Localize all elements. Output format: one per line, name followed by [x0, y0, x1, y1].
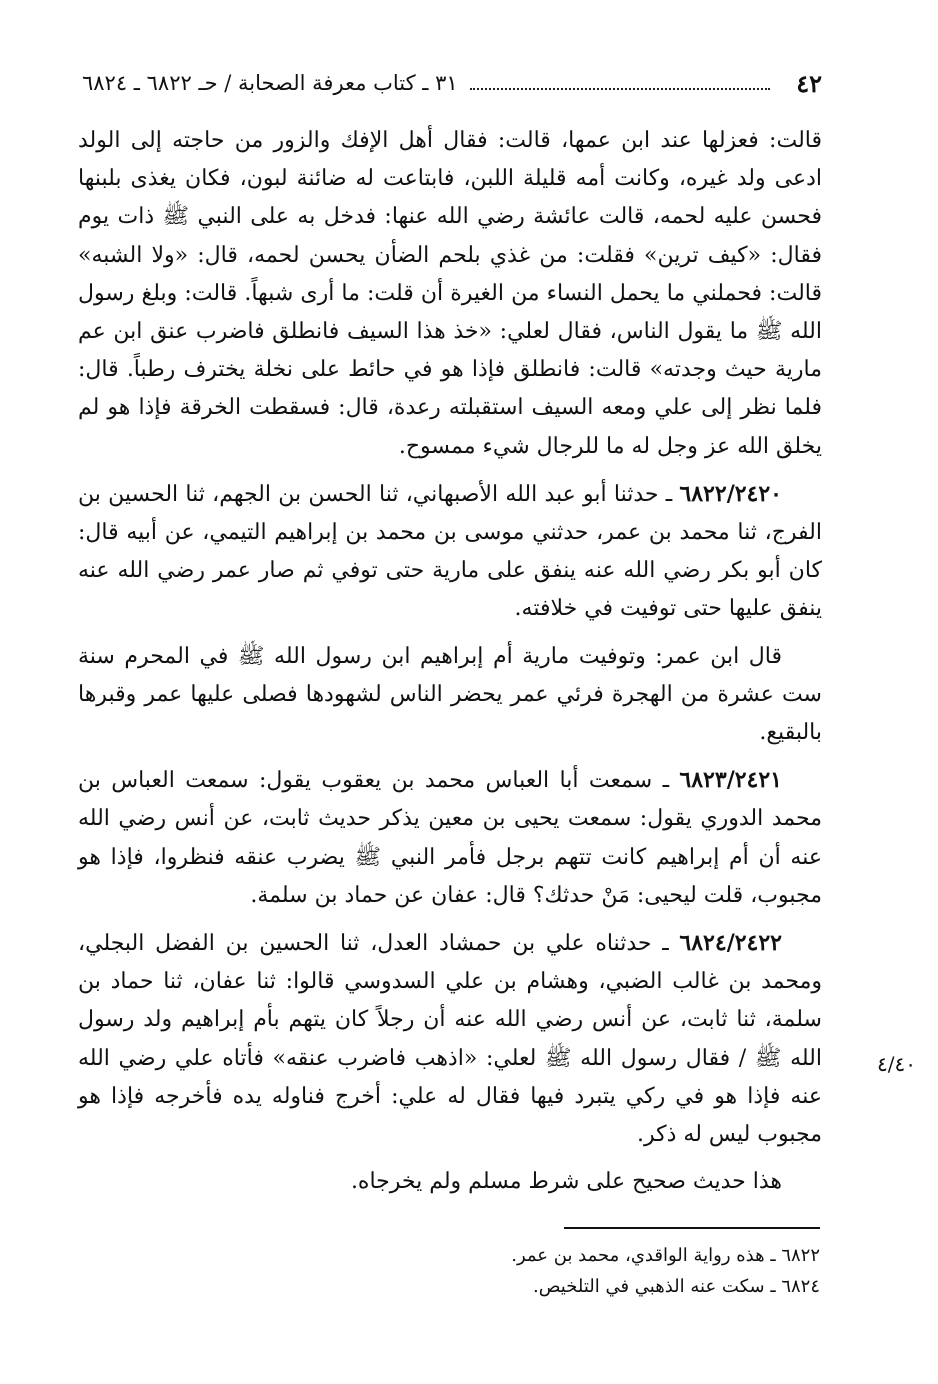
paragraph-text: قال ابن عمر: وتوفيت مارية أم إبراهيم ابن رسول الله ﷺ في المحرم سنة ست عشرة من الهجرة فرئي عمر يحضر الناس لشهودها فصلى عليها عمر وقبرها بالبقيع.	[78, 643, 822, 746]
hadith-number: ٦٨٢٤/٢٤٢٢	[679, 930, 782, 957]
page-header	[82, 66, 822, 100]
hadith-paragraph	[78, 761, 822, 915]
margin-reference: ٤/٤٠	[877, 1052, 916, 1076]
footnote: ٦٨٢٤ ـ سكت عنه الذهبي في التلخيص.	[533, 1276, 820, 1297]
running-title: ٣١ ـ كتاب معرفة الصحابة / حـ ٦٨٢٢ ـ ٦٨٢٤	[82, 71, 458, 95]
footnote: ٦٨٢٢ ـ هذه رواية الواقدي، محمد بن عمر.	[511, 1245, 820, 1266]
paragraph-text: ـ حدثناه علي بن حمشاد العدل، ثنا الحسين بن الفضل البجلي، ومحمد بن غالب الضبي، وهشام بن علي السدوسي قالوا: ثنا عفان، ثنا حماد بن سلمة، ثنا ثابت، عن أنس رضي الله عنه أن رجلاً كان يتهم بأم إبراهيم ولد رسول الله ﷺ / فقال رسول الله ﷺ لعلي: «اذهب فاضرب عنقه» فأتاه علي رضي الله عنه فإذا هو في ركي يتبرد فيها فقال له علي: أخرج فناوله يده فأخرجه فإذا هو مجبوب ليس له ذكر.	[78, 931, 822, 1148]
paragraph-text: هذا حديث صحيح على شرط مسلم ولم يخرجاه.	[350, 1169, 782, 1195]
main-text	[78, 122, 822, 1201]
paragraph	[78, 638, 822, 753]
hadith-paragraph	[78, 475, 822, 629]
footnote-divider	[564, 1227, 820, 1229]
hadith-paragraph	[78, 924, 822, 1154]
page-number: ٤٢	[796, 68, 822, 98]
grading-note	[78, 1163, 822, 1201]
footnotes	[300, 1240, 820, 1302]
paragraph-text: ـ سمعت أبا العباس محمد بن يعقوب يقول: سمعت العباس بن محمد الدوري يقول: سمعت يحيى بن معين يذكر حديث ثابت، عن أنس رضي الله عنه أن أم إبراهيم كانت تتهم برجل فأمر النبي ﷺ يضرب عنقه فنظروا، فإذا هو مجبوب، قلت ليحيى: مَنْ حدثك؟ قال: عفان عن حماد بن سلمة.	[78, 768, 822, 908]
hadith-number: ٦٨٢٣/٢٤٢١	[679, 767, 782, 794]
paragraph-text: قالت: فعزلها عند ابن عمها، قالت: فقال أهل الإفك والزور من حاجته إلى الولد ادعى ولد غيره، وكانت أمه قليلة اللبن، فابتاعت له ضائنة لبون، فكان يغذى بلبنها فحسن عليه لحمه، قالت عائشة رضي الله عنها: فدخل به على النبي ﷺ ذات يوم فقال: «كيف ترين» فقلت: من غذي بلحم الضأن يحسن لحمه، قال: «ولا الشبه» قالت: فحملني ما يحمل النساء من الغيرة أن قلت: ما أرى شبهاً. قالت: وبلغ رسول الله ﷺ ما يقول الناس، فقال لعلي: «خذ هذا السيف فانطلق فاضرب عنق ابن عم مارية حيث وجدته» قالت: فانطلق فإذا هو في حائط على نخلة يخترف رطباً. قال: فلما نظر إلى علي ومعه السيف استقبلته رعدة، قال: فسقطت الخرقة فإذا هو لم يخلق الله عز وجل له ما للرجال شيء ممسوح.	[78, 128, 822, 459]
paragraph	[78, 122, 822, 466]
paragraph-text: ـ حدثنا أبو عبد الله الأصبهاني، ثنا الحسن بن الجهم، ثنا الحسين بن الفرج، ثنا محمد بن عمر، حدثني موسى بن محمد بن إبراهيم التيمي، عن أبيه قال: كان أبو بكر رضي الله عنه ينفق على مارية حتى توفي ثم صار عمر رضي الله عنه ينفق عليها حتى توفيت في خلافته.	[78, 481, 822, 622]
header-dotted-leader	[470, 88, 771, 90]
hadith-number: ٦٨٢٢/٢٤٢٠	[679, 480, 782, 507]
